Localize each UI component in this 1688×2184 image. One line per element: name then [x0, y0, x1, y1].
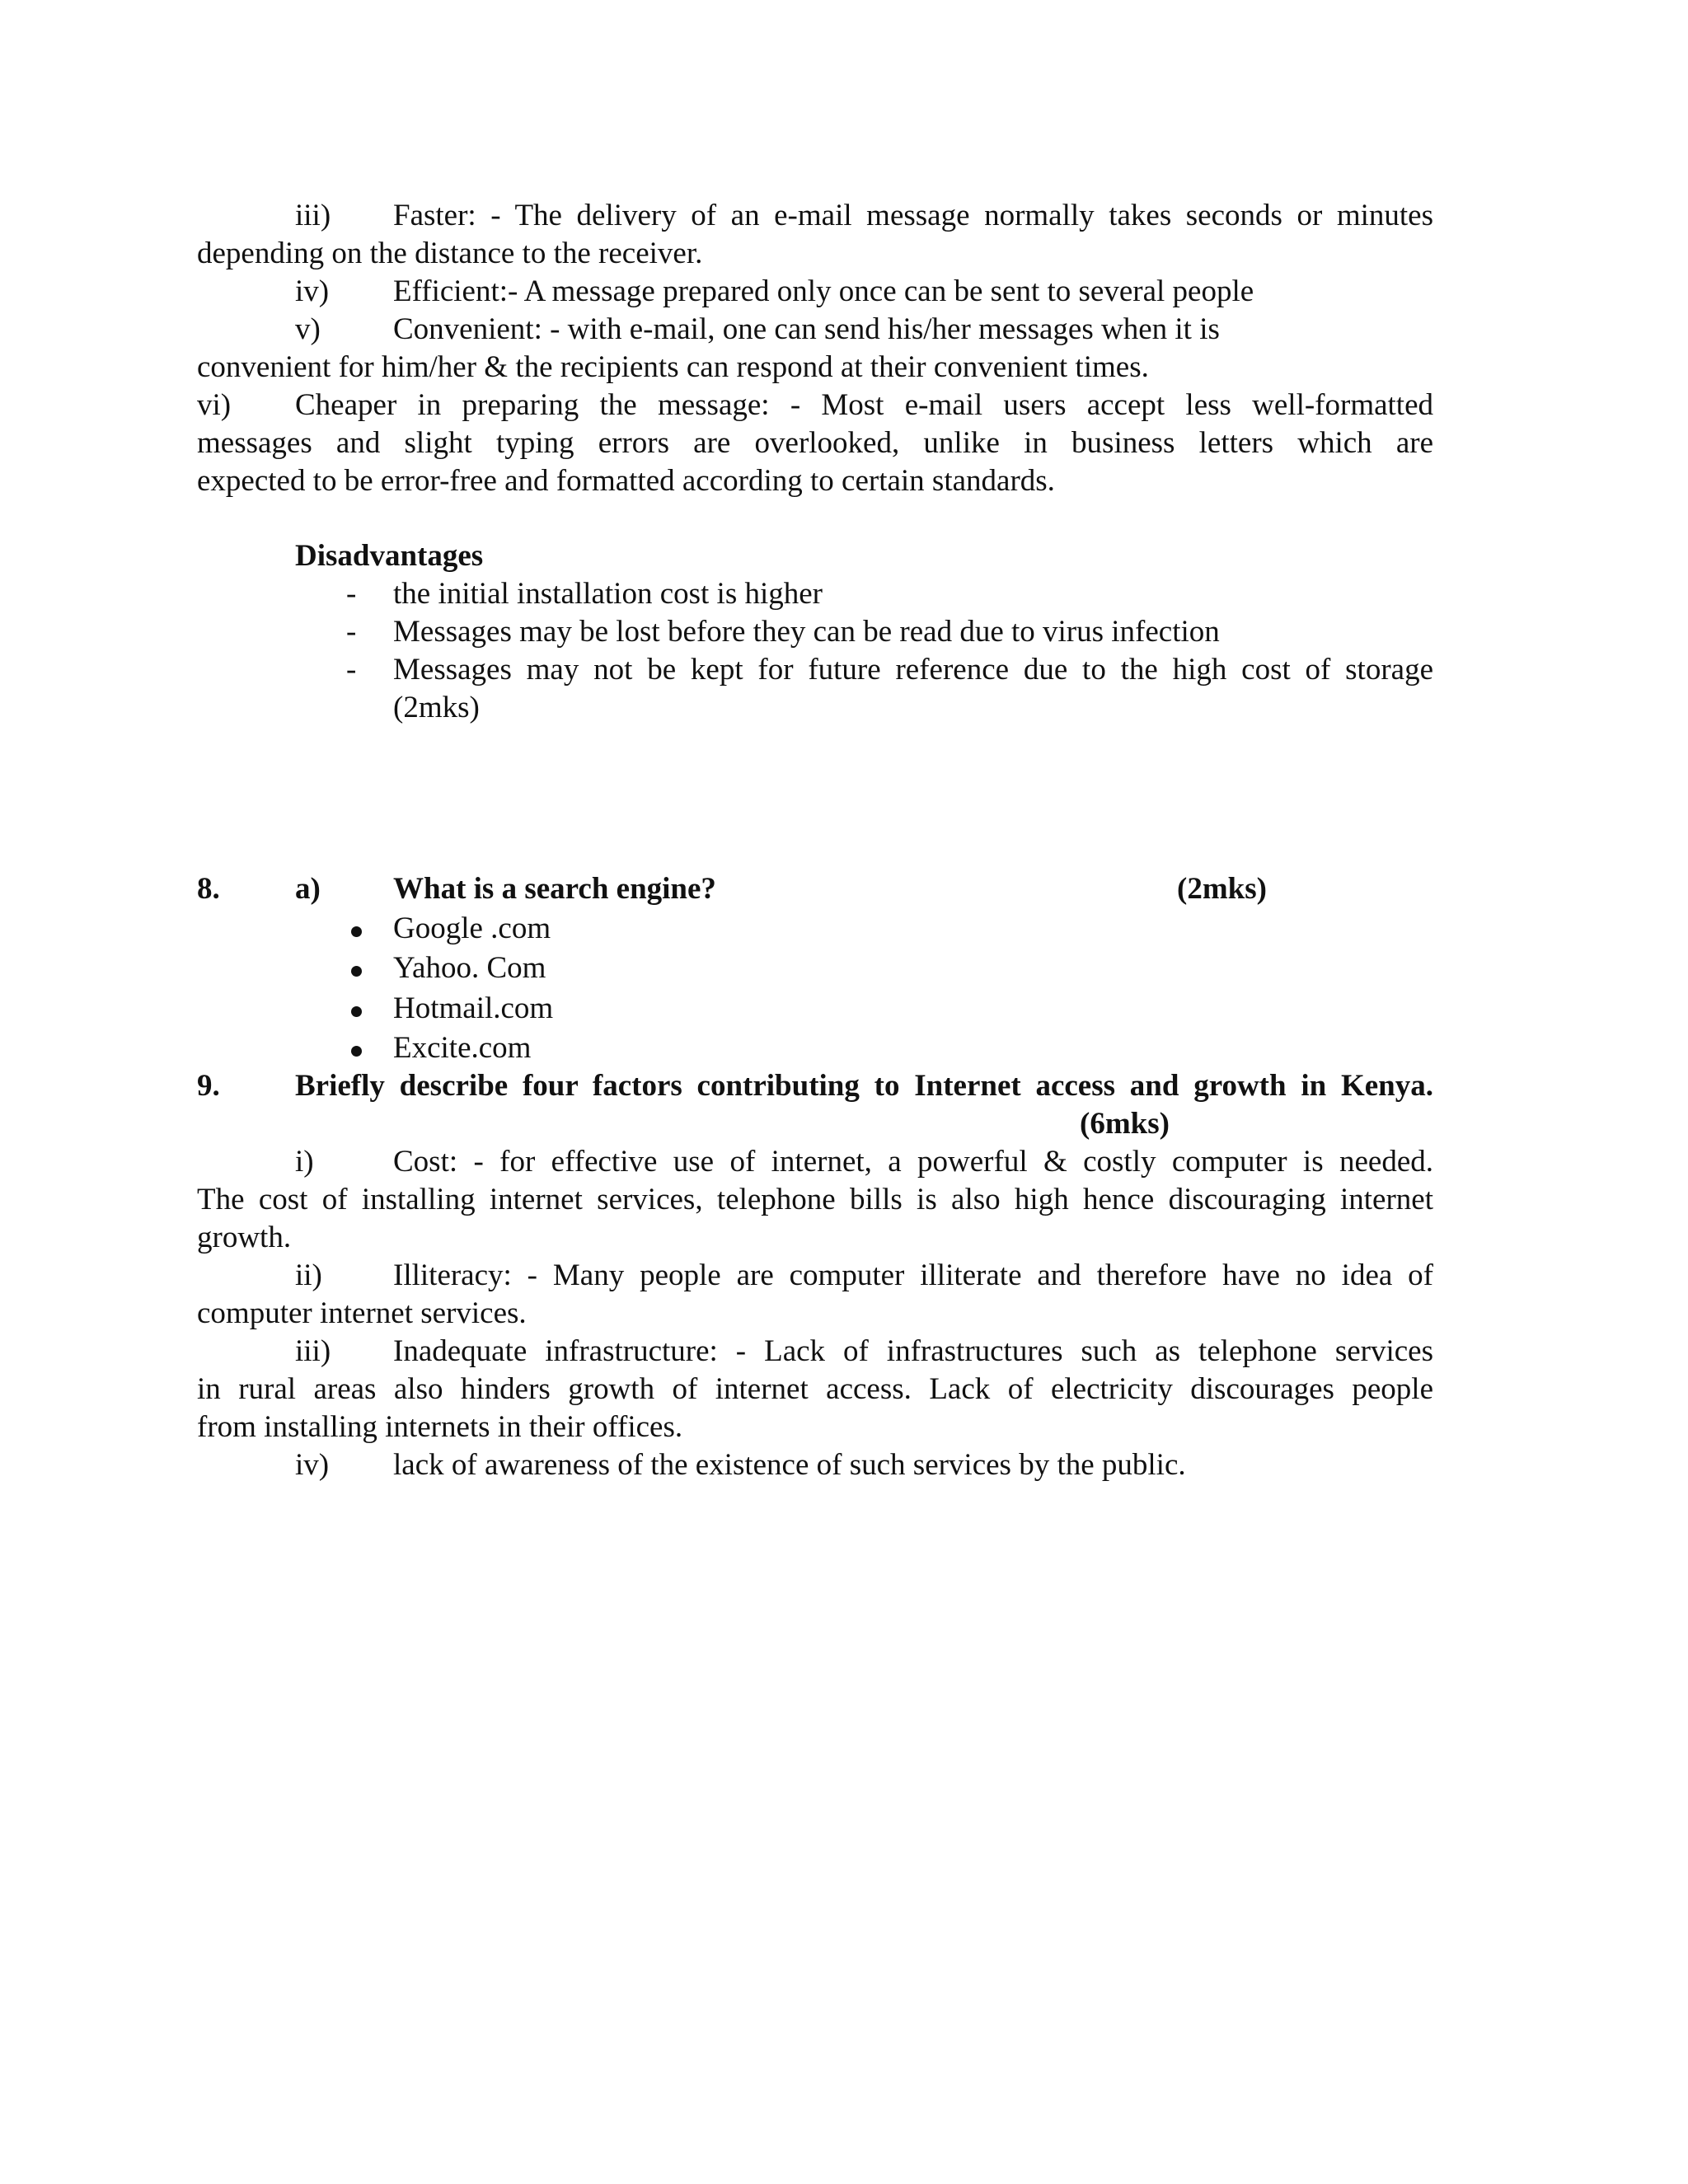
question-9-text: Briefly describe four factors contributing to Internet access and growth in Kenya. [295, 1069, 1433, 1103]
question-number: 8. [197, 872, 220, 906]
advantage-cheaper-line2: messages and slight typing errors are overlooked, unlike in business letters which are [197, 426, 1433, 460]
factor-infrastructure-line3: from installing internets in their offices. [197, 1410, 683, 1444]
factor-illiteracy-line2: computer internet services. [197, 1296, 527, 1330]
factor-infrastructure-line2: in rural areas also hinders growth of internet access. Lack of electricity discourages people [197, 1372, 1433, 1406]
dash-marker: - [346, 615, 357, 649]
item-number: vi) [197, 388, 232, 422]
bullet-icon [351, 926, 362, 937]
item-number: iv) [295, 1448, 330, 1482]
disadvantage-item: Messages may be lost before they can be read due to virus infection [393, 615, 1220, 649]
advantage-cheaper-line3: expected to be error-free and formatted according to certain standards. [197, 464, 1055, 498]
advantage-faster-line2: depending on the distance to the receiver. [197, 237, 703, 270]
search-engine-answer: Hotmail.com [393, 991, 554, 1025]
dash-marker: - [346, 577, 357, 611]
factor-cost-line1: Cost: - for effective use of internet, a powerful & costly computer is needed. [393, 1145, 1433, 1179]
advantage-convenient-line1: Convenient: - with e-mail, one can send his/her messages when it is [393, 312, 1220, 346]
marks-label: (6mks) [1080, 1107, 1170, 1141]
advantage-faster-line1: Faster: - The delivery of an e-mail message normally takes seconds or minutes [393, 199, 1433, 232]
marks-label: (2mks) [393, 691, 480, 724]
advantage-convenient-line2: convenient for him/her & the recipients can respond at their convenient times. [197, 350, 1149, 384]
bullet-icon [351, 966, 362, 977]
disadvantage-item: the initial installation cost is higher [393, 577, 823, 611]
advantage-cheaper-line1: Cheaper in preparing the message: - Most e-mail users accept less well-formatted [295, 388, 1433, 422]
search-engine-answer: Yahoo. Com [393, 951, 546, 985]
question-8-text: What is a search engine? [393, 872, 716, 906]
search-engine-answer: Google .com [393, 912, 551, 945]
item-number: iii) [295, 1334, 331, 1368]
item-number: ii) [295, 1258, 322, 1292]
item-number: iv) [295, 274, 330, 308]
factor-awareness-line1: lack of awareness of the existence of such services by the public. [393, 1448, 1186, 1482]
search-engine-answer: Excite.com [393, 1031, 532, 1065]
item-number: i) [295, 1145, 314, 1179]
advantage-efficient-line1: Efficient:- A message prepared only once can be sent to several people [393, 274, 1254, 308]
question-part: a) [295, 872, 321, 906]
item-number: iii) [295, 199, 331, 232]
item-number: v) [295, 312, 321, 346]
question-number: 9. [197, 1069, 220, 1103]
factor-cost-line2: The cost of installing internet services, telephone bills is also high hence discouraging internet [197, 1183, 1433, 1216]
bullet-icon [351, 1006, 362, 1017]
factor-infrastructure-line1: Inadequate infrastructure: - Lack of infrastructures such as telephone services [393, 1334, 1433, 1368]
marks-label: (2mks) [1177, 872, 1267, 906]
disadvantages-heading: Disadvantages [295, 539, 484, 573]
disadvantage-item: Messages may not be kept for future reference due to the high cost of storage [393, 653, 1433, 687]
factor-cost-line3: growth. [197, 1221, 292, 1254]
bullet-icon [351, 1046, 362, 1057]
dash-marker: - [346, 653, 357, 687]
factor-illiteracy-line1: Illiteracy: - Many people are computer illiterate and therefore have no idea of [393, 1258, 1433, 1292]
